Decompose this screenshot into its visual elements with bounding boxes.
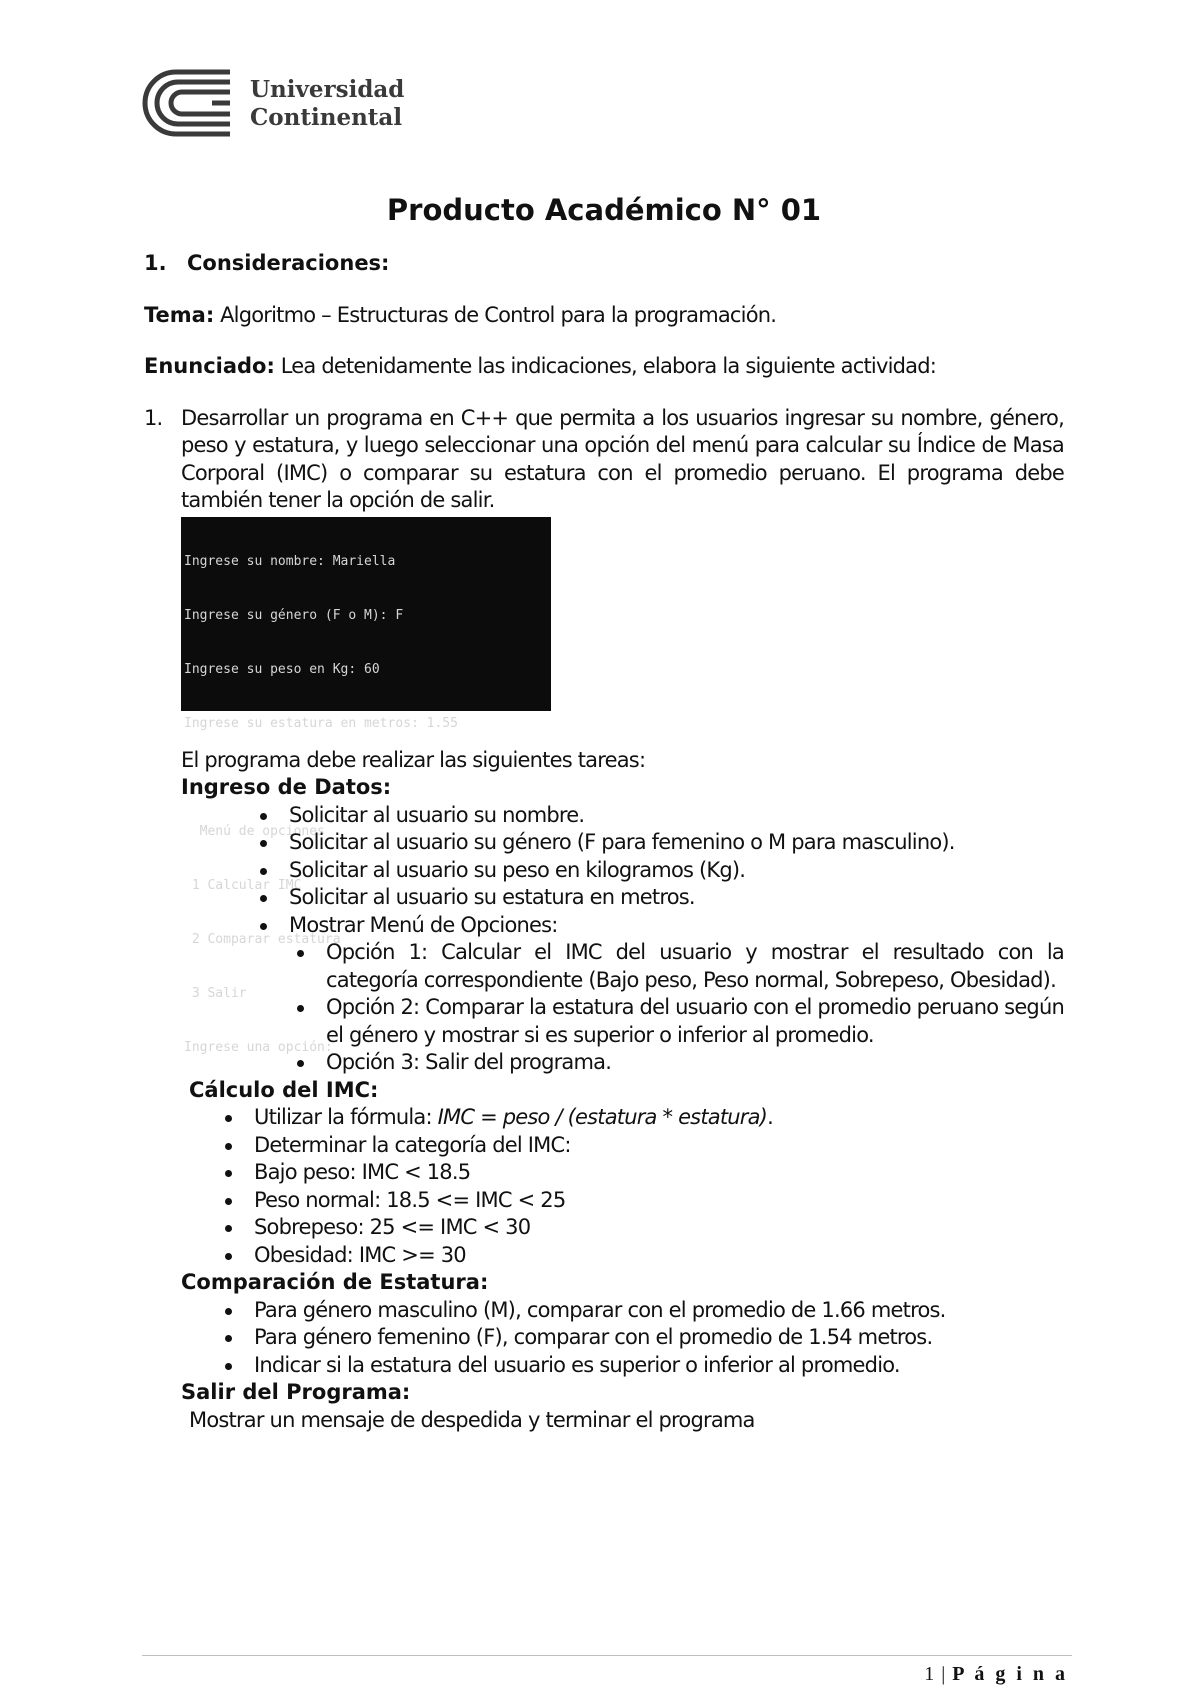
list-item: Obesidad: IMC >= 30 [254, 1242, 1064, 1270]
footer-label: P á g i n a [952, 1663, 1068, 1685]
list-item: Solicitar al usuario su nombre. [289, 802, 1064, 830]
list-item: Solicitar al usuario su peso en kilogramos (Kg). [289, 857, 1064, 885]
calculo-list [144, 1104, 1064, 1269]
tema-label: Tema: [144, 302, 215, 327]
task-number: 1. [144, 405, 163, 430]
logo-line-2: Continental [250, 104, 403, 131]
document-body [144, 190, 1064, 1434]
footer-divider [142, 1655, 1072, 1656]
logo-wordmark [250, 76, 404, 132]
tema-paragraph [144, 302, 1064, 330]
console-line: 3 Salir [184, 985, 247, 1001]
tema-text: Algoritmo – Estructuras de Control para la programación. [214, 302, 777, 327]
enunciado-paragraph [144, 353, 1064, 381]
section-heading [144, 250, 1064, 278]
console-line: Menú de opciones [184, 823, 325, 839]
formula-prefix: Utilizar la fórmula: [254, 1105, 438, 1129]
list-item: Sobrepeso: 25 <= IMC < 30 [254, 1214, 1064, 1242]
list-item [254, 1104, 1064, 1132]
console-line: 1 Calcular IMC [184, 877, 302, 893]
calculo-heading: Cálculo del IMC: [189, 1077, 379, 1102]
list-item: Determinar la categoría del IMC: [254, 1132, 1064, 1160]
list-item: Opción 2: Comparar la estatura del usuario con el promedio peruano según el género y mostrar si es superior o inferior al promedio. [326, 994, 1064, 1049]
list-item: Peso normal: 18.5 <= IMC < 25 [254, 1187, 1064, 1215]
console-line: Ingrese su estatura en metros: 1.55 [184, 715, 458, 731]
footer-separator: | [935, 1663, 953, 1685]
console-line: Ingrese su peso en Kg: 60 [184, 661, 380, 677]
salir-heading: Salir del Programa: [181, 1380, 411, 1404]
list-item: Bajo peso: IMC < 18.5 [254, 1159, 1064, 1187]
section-label: Consideraciones: [187, 251, 390, 275]
list-item: Solicitar al usuario su género (F para femenino o M para masculino). [289, 829, 1064, 857]
tasks-intro: El programa debe realizar las siguientes tareas: [181, 747, 646, 772]
enunciado-label: Enunciado: [144, 354, 275, 378]
page-title: Producto Académico N° 01 [386, 193, 822, 227]
comparacion-list [144, 1297, 1064, 1380]
enunciado-text: Lea detenidamente las indicaciones, elabora la siguiente actividad: [274, 354, 937, 378]
console-line: 2 Comparar estatura [184, 931, 341, 947]
list-item: Para género masculino (M), comparar con el promedio de 1.66 metros. [254, 1297, 1064, 1325]
list-item: Para género femenino (F), comparar con el promedio de 1.54 metros. [254, 1324, 1064, 1352]
task-text: Desarrollar un programa en C++ que permita a los usuarios ingresar su nombre, género, peso y estatura, y luego seleccionar una opción del menú para calcular su Índice de Masa Corporal (IMC) o comparar su estatura con el promedio peruano. El programa debe también tener la opción de salir. [181, 405, 1064, 512]
list-item: Indicar si la estatura del usuario es superior o inferior al promedio. [254, 1352, 1064, 1380]
logo-line-1: Universidad [250, 76, 405, 103]
page-footer [924, 1663, 1068, 1686]
list-item: Opción 3: Salir del programa. [326, 1049, 1064, 1077]
page-number: 1 [924, 1663, 936, 1685]
console-line: Ingrese una opción: [184, 1039, 333, 1055]
console-line: Ingrese su nombre: Mariella [184, 553, 396, 569]
comparacion-heading: Comparación de Estatura: [181, 1270, 489, 1294]
task-item [144, 405, 1064, 515]
formula-text: IMC = peso / (estatura * estatura) [437, 1105, 768, 1129]
section-number: 1. [144, 251, 167, 275]
formula-suffix: . [767, 1105, 773, 1129]
list-item: Mostrar Menú de Opciones: [289, 912, 1064, 940]
list-item: Opción 1: Calcular el IMC del usuario y mostrar el resultado con la categoría correspondiente (Bajo peso, Peso normal, Sobrepeso, Obesidad). [326, 939, 1064, 994]
list-item: Solicitar al usuario su estatura en metros. [289, 884, 1064, 912]
salir-text: Mostrar un mensaje de despedida y terminar el programa [189, 1407, 755, 1432]
console-line: Ingrese su género (F o M): F [184, 607, 404, 623]
ingreso-heading: Ingreso de Datos: [181, 775, 392, 799]
